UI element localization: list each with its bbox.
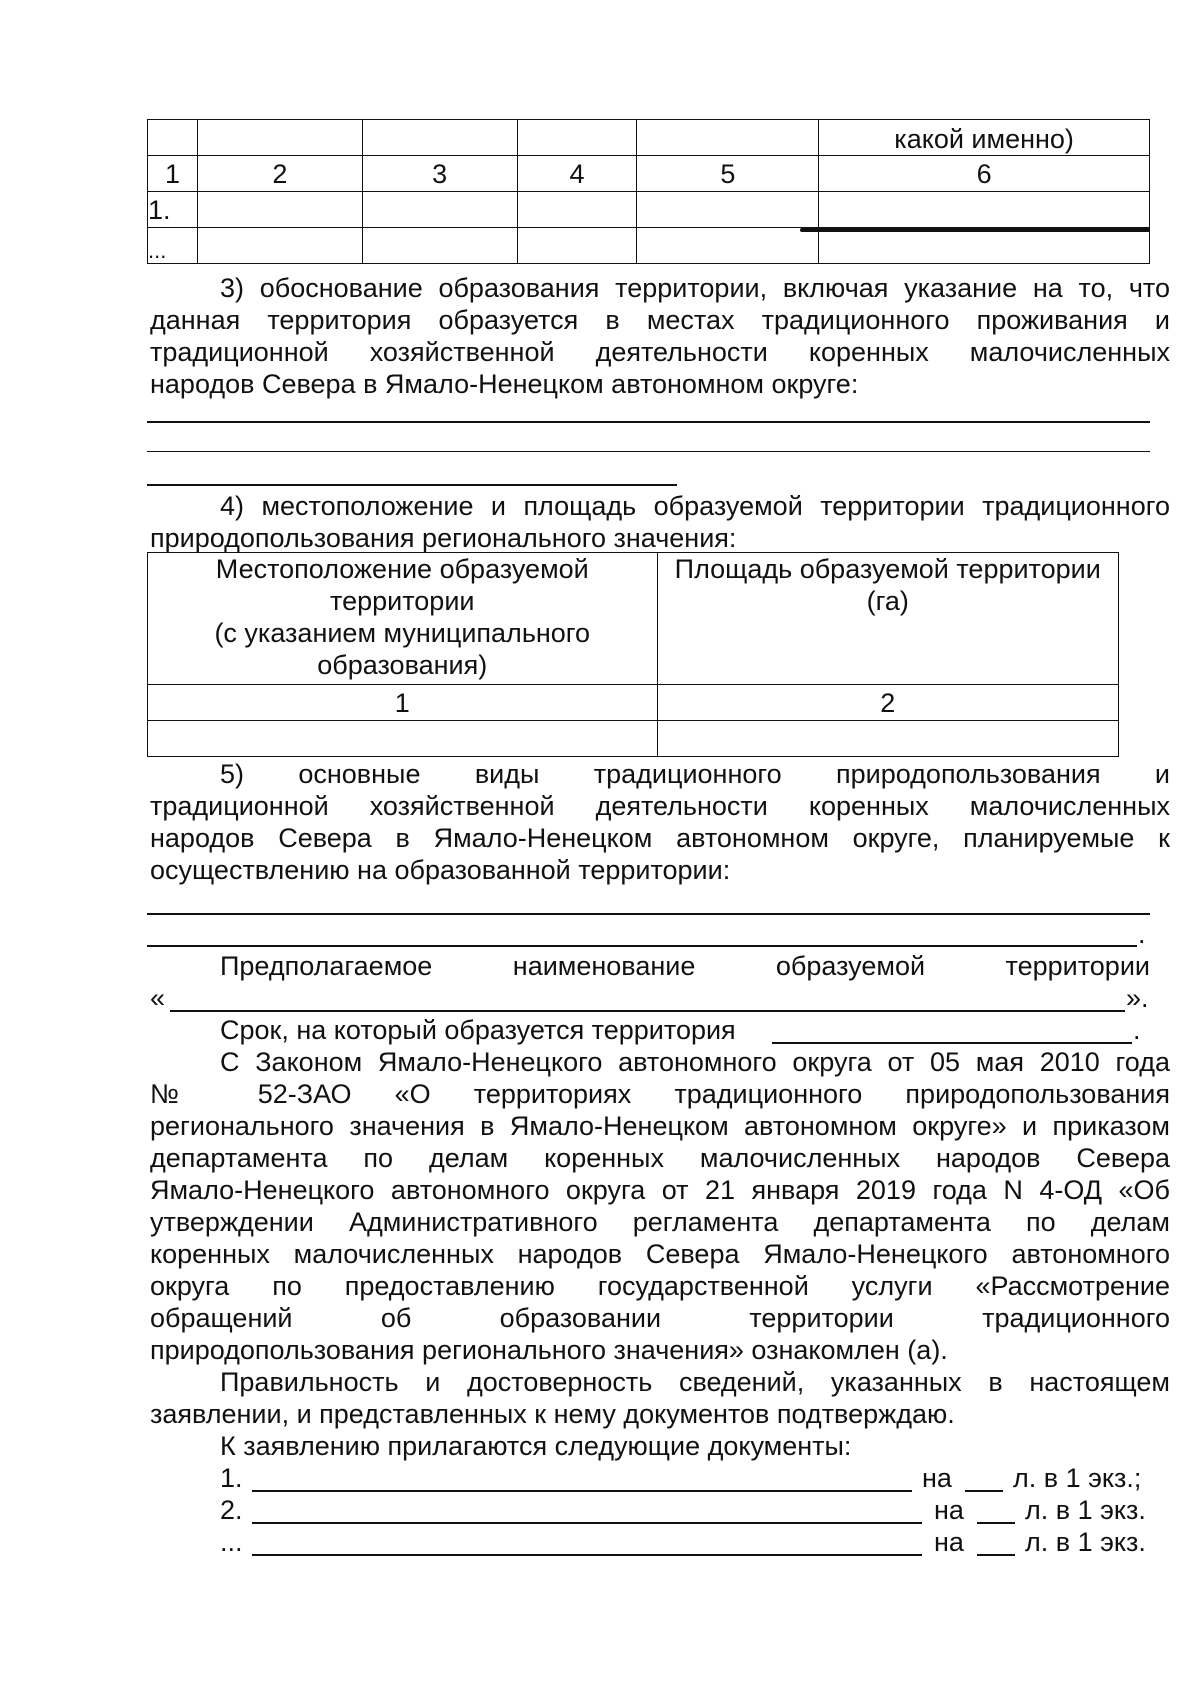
fill-in-line <box>147 945 1137 947</box>
paragraph-line: № 52-ЗАО «О территориях традиционного природопользования <box>150 1079 1170 1109</box>
paragraph-line: 4) местоположение и площадь образуемой территории традиционного <box>220 491 1170 521</box>
item-5-paragraph <box>150 758 1170 886</box>
paragraph-line: 3) обоснование образования территории, включая указание на то, что <box>220 273 1170 303</box>
column-number: 1 <box>148 156 198 192</box>
column-number: 3 <box>362 156 517 192</box>
table-header-row <box>148 553 1119 685</box>
table-row <box>148 192 1150 228</box>
paragraph-line: Правильность и достоверность сведений, указанных в настоящем <box>220 1367 1170 1397</box>
pages-fill-in-line <box>977 1554 1015 1556</box>
docs-item-tail: л. в 1 экз. <box>1025 1495 1146 1525</box>
table-row <box>148 120 1150 156</box>
pen-stroke <box>800 228 1150 232</box>
fill-in-line <box>147 913 1150 915</box>
paragraph-line: Ямало-Ненецкого автономного округа от 21 января 2019 года N 4-ОД «Об <box>150 1175 1170 1205</box>
table-row <box>148 721 1119 757</box>
open-quote: « <box>150 983 166 1013</box>
docs-item-num: 2. <box>220 1495 243 1525</box>
row-label: 1. <box>148 192 198 228</box>
row-label: ... <box>148 228 198 264</box>
paragraph-line: утверждении Административного регламента департамента по делам <box>150 1207 1170 1237</box>
fill-in-line <box>147 484 677 486</box>
item-4-paragraph <box>150 490 1170 554</box>
end-dot: . <box>1138 919 1146 949</box>
table-row-numbers <box>148 156 1150 192</box>
column-number: 6 <box>819 156 1150 192</box>
column-number: 4 <box>517 156 637 192</box>
paragraph-line: 5) основные виды традиционного природопользования и <box>220 759 1170 789</box>
paragraph-line: природопользования регионального значения» ознакомлен (а). <box>150 1335 948 1365</box>
docs-item-num: ... <box>220 1527 243 1557</box>
column-header-cont: какой именно) <box>819 120 1150 156</box>
pages-fill-in-line <box>965 1490 1003 1492</box>
docs-item-num: 1. <box>220 1463 243 1493</box>
doc-fill-in-line <box>252 1490 912 1492</box>
table-row-numbers <box>148 685 1119 721</box>
paragraph-line: регионального значения в Ямало-Ненецком автономном округе» и приказом <box>150 1111 1170 1141</box>
paragraph-line: народов Севера в Ямало-Ненецком автономном округе: <box>150 369 859 399</box>
term-end: . <box>1133 1015 1141 1045</box>
paragraph-line: данная территория образуется в местах традиционного проживания и <box>150 305 1170 335</box>
docs-item-na: на <box>922 1463 952 1493</box>
paragraph-line: природопользования регионального значения: <box>150 523 737 553</box>
paragraph-line: заявлении, и представленных к нему документов подтверждаю. <box>150 1399 955 1429</box>
column-header-area: Площадь образуемой территории (га) <box>657 553 1118 685</box>
fill-in-line <box>147 451 1150 452</box>
name-fill-in-line <box>170 1010 1125 1012</box>
column-header-location: Местоположение образуемой территории (с указанием муниципального образования) <box>148 553 658 685</box>
docs-item-tail: л. в 1 экз.; <box>1013 1463 1142 1493</box>
item-3-paragraph <box>150 272 1170 400</box>
docs-item-na: на <box>934 1527 964 1557</box>
table-row <box>148 228 1150 264</box>
paragraph-line: округа по предоставлению государственной услуги «Рассмотрение <box>150 1271 1170 1301</box>
paragraph-line: обращений об образовании территории традиционного <box>150 1303 1170 1333</box>
doc-fill-in-line <box>252 1522 922 1524</box>
proposed-name-label: Предполагаемое наименование образуемой территории <box>220 951 1150 981</box>
docs-intro: К заявлению прилагаются следующие документы: <box>220 1431 852 1461</box>
paragraph-line: С Законом Ямало-Ненецкого автономного округа от 05 мая 2010 года <box>220 1047 1170 1077</box>
term-fill-in-line <box>772 1042 1132 1044</box>
paragraph-line: осуществлению на образованной территории: <box>150 855 731 885</box>
paragraph-line: традиционной хозяйственной деятельности коренных малочисленных <box>150 791 1170 821</box>
table-location-area <box>147 552 1119 757</box>
column-number: 2 <box>197 156 362 192</box>
paragraph-line: коренных малочисленных народов Севера Ямало-Ненецкого автономного <box>150 1239 1170 1269</box>
paragraph-line: народов Севера в Ямало-Ненецком автономном округе, планируемые к <box>150 823 1170 853</box>
column-number: 1 <box>148 685 658 721</box>
term-label: Срок, на который образуется территория <box>220 1015 736 1045</box>
docs-item-tail: л. в 1 экз. <box>1025 1527 1146 1557</box>
pages-fill-in-line <box>977 1522 1015 1524</box>
paragraph-line: традиционной хозяйственной деятельности коренных малочисленных <box>150 337 1170 367</box>
table-continuation <box>147 119 1150 264</box>
close-quote: ». <box>1126 983 1149 1013</box>
paragraph-line: департамента по делам коренных малочисленных народов Севера <box>150 1143 1170 1173</box>
doc-fill-in-line <box>252 1554 922 1556</box>
law-paragraph <box>150 1046 1170 1366</box>
column-number: 5 <box>637 156 819 192</box>
confirm-paragraph <box>150 1366 1170 1430</box>
docs-item-na: на <box>934 1495 964 1525</box>
column-number: 2 <box>657 685 1118 721</box>
fill-in-line <box>147 421 1150 423</box>
